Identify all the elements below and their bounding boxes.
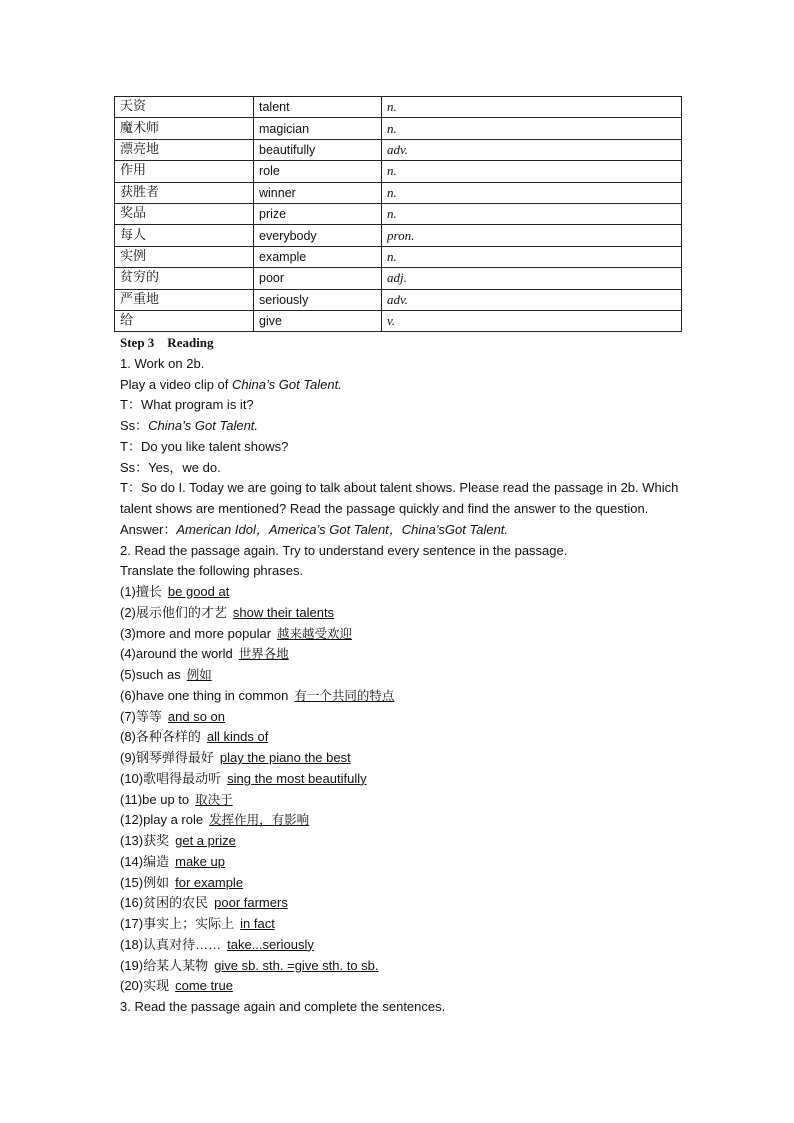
- phrase-question: (8)各种各样的: [120, 729, 201, 745]
- phrase-item: [120, 748, 690, 769]
- vocab-part-of-speech: pron.: [382, 225, 682, 246]
- phrase-answer: in fact: [240, 916, 275, 931]
- vocab-chinese: 给: [115, 310, 254, 331]
- phrase-answer: 有一个共同的特点: [294, 687, 395, 703]
- phrase-item: [120, 893, 690, 914]
- task-2: 2. Read the passage again. Try to understand every sentence in the passage.: [120, 542, 568, 558]
- vocab-chinese: 作用: [115, 161, 254, 182]
- phrase-question: (9)钢琴弹得最好: [120, 750, 214, 765]
- vocab-english: everybody: [254, 225, 382, 246]
- vocab-english: beautifully: [254, 139, 382, 160]
- phrase-question: (20)实现: [120, 978, 170, 994]
- phrase-item: [120, 665, 690, 686]
- dialogue-line: [120, 395, 690, 416]
- phrase-item: [120, 727, 690, 748]
- phrase-answer: take...seriously: [227, 936, 314, 952]
- vocab-chinese: 严重地: [115, 289, 254, 310]
- table-row: [115, 97, 682, 118]
- speaker: Ss：: [120, 418, 149, 433]
- phrase-item: [120, 914, 690, 935]
- phrase-answer: play the piano the best: [219, 750, 351, 765]
- vocab-part-of-speech: n.: [382, 246, 682, 267]
- table-row: [115, 268, 682, 289]
- utterance: Do you like talent shows?: [140, 438, 289, 454]
- phrase-answer: all kinds of: [206, 729, 269, 745]
- phrase-item: [120, 707, 690, 728]
- dialogue-line: [120, 478, 690, 520]
- phrase-question: (13)获奖: [120, 833, 170, 848]
- table-row: [115, 246, 682, 267]
- phrase-item: [120, 935, 690, 956]
- dialogue-line: [120, 416, 690, 437]
- vocab-english: poor: [254, 268, 382, 289]
- phrase-question: (19)给某人某物: [120, 957, 209, 973]
- phrase-answer: 世界各地: [238, 646, 289, 662]
- answer-label: Answer：: [120, 521, 177, 537]
- show-title: China’s Got Talent.: [232, 376, 342, 392]
- phrase-item: [120, 686, 690, 707]
- answer-line: [120, 520, 690, 541]
- utterance: So do I. Today we are going to talk about talent shows. Please read the passage in 2b. Which talent shows are mentioned? Read the passage quickly and find the answer to the question.: [120, 480, 679, 516]
- vocab-part-of-speech: n.: [382, 97, 682, 118]
- vocab-part-of-speech: adj.: [382, 268, 682, 289]
- phrase-question: (17)事实上；实际上: [120, 916, 235, 931]
- phrase-question: (5)such as: [120, 667, 181, 682]
- vocab-chinese: 获胜者: [115, 182, 254, 203]
- vocab-chinese: 每人: [115, 225, 254, 246]
- reading-section: [120, 333, 690, 1018]
- speaker: T：: [120, 438, 141, 454]
- vocab-part-of-speech: adv.: [382, 289, 682, 310]
- speaker: T：: [120, 480, 141, 496]
- phrase-answer: poor farmers: [214, 895, 288, 911]
- phrase-question: (10)歌唱得最动听: [120, 770, 222, 786]
- vocab-english: prize: [254, 203, 382, 224]
- vocab-english: give: [254, 310, 382, 331]
- vocab-chinese: 天资: [115, 97, 254, 118]
- speaker: Ss：: [120, 459, 149, 475]
- dialogue-line: [120, 437, 690, 458]
- phrase-question: (6)have one thing in common: [120, 687, 289, 703]
- vocab-part-of-speech: n.: [382, 161, 682, 182]
- answer-text: American Idol，America’s Got Talent，China’sGot Talent.: [176, 521, 509, 537]
- vocab-english: role: [254, 161, 382, 182]
- phrase-item: [120, 852, 690, 873]
- vocab-part-of-speech: n.: [382, 203, 682, 224]
- task-1: 1. Work on 2b.: [120, 355, 205, 371]
- phrase-item: [120, 624, 690, 645]
- table-row: [115, 203, 682, 224]
- dialogue-line: [120, 458, 690, 479]
- table-row: [115, 118, 682, 139]
- phrase-item: [120, 644, 690, 665]
- utterance: What program is it?: [140, 397, 254, 413]
- vocab-chinese: 贫穷的: [115, 268, 254, 289]
- phrase-answer: and so on: [167, 708, 225, 724]
- phrase-item: [120, 790, 690, 811]
- phrase-item: [120, 769, 690, 790]
- phrase-answer: come true: [175, 978, 233, 994]
- utterance: China’s Got Talent.: [148, 418, 259, 433]
- vocab-part-of-speech: v.: [382, 310, 682, 331]
- phrase-question: (12)play a role: [120, 812, 204, 828]
- phrase-question: (11)be up to: [120, 791, 190, 807]
- table-row: [115, 310, 682, 331]
- phrase-answer: 取决于: [195, 791, 233, 807]
- phrase-answer: show their talents: [232, 604, 335, 620]
- phrase-answer: 发挥作用，有影响: [209, 812, 310, 828]
- vocabulary-table: [114, 96, 682, 332]
- phrase-question: (1)擅长: [120, 584, 162, 599]
- phrase-item: [120, 831, 690, 852]
- phrase-answer: give sb. sth. =give sth. to sb.: [214, 957, 379, 973]
- table-row: [115, 225, 682, 246]
- phrase-question: (14)编造: [120, 853, 170, 869]
- phrase-item: [120, 810, 690, 831]
- vocab-english: winner: [254, 182, 382, 203]
- table-row: [115, 289, 682, 310]
- phrase-item: [120, 976, 690, 997]
- phrase-answer: get a prize: [175, 833, 236, 848]
- phrase-answer: sing the most beautifully: [227, 770, 367, 786]
- table-row: [115, 182, 682, 203]
- vocab-chinese: 奖品: [115, 203, 254, 224]
- vocab-part-of-speech: adv.: [382, 139, 682, 160]
- vocab-english: example: [254, 246, 382, 267]
- vocab-chinese: 漂亮地: [115, 139, 254, 160]
- phrase-question: (15)例如: [120, 874, 170, 890]
- vocab-english: magician: [254, 118, 382, 139]
- phrase-answer: for example: [175, 874, 244, 890]
- step-heading: Step 3 Reading: [120, 335, 214, 350]
- speaker: T：: [120, 397, 141, 413]
- phrase-answer: make up: [175, 853, 225, 869]
- utterance: Yes，we do.: [148, 459, 221, 475]
- translate-instruction: Translate the following phrases.: [120, 563, 304, 579]
- task-3: 3. Read the passage again and complete the sentences.: [120, 999, 446, 1014]
- play-instruction: [120, 375, 690, 396]
- phrase-answer: 例如: [186, 667, 212, 682]
- phrase-question: (4)around the world: [120, 646, 233, 662]
- phrase-item: [120, 582, 690, 603]
- vocab-chinese: 实例: [115, 246, 254, 267]
- phrase-question: (3)more and more popular: [120, 625, 272, 641]
- table-row: [115, 161, 682, 182]
- vocab-part-of-speech: n.: [382, 118, 682, 139]
- phrase-question: (18)认真对待……: [120, 936, 222, 952]
- phrase-question: (16)贫困的农民: [120, 895, 209, 911]
- vocab-part-of-speech: n.: [382, 182, 682, 203]
- phrase-answer: be good at: [167, 584, 230, 599]
- phrase-question: (2)展示他们的才艺: [120, 604, 227, 620]
- vocab-english: seriously: [254, 289, 382, 310]
- phrase-item: [120, 603, 690, 624]
- phrase-answer: 越来越受欢迎: [277, 625, 353, 641]
- phrase-item: [120, 873, 690, 894]
- vocab-chinese: 魔术师: [115, 118, 254, 139]
- vocab-english: talent: [254, 97, 382, 118]
- phrase-question: (7)等等: [120, 708, 162, 724]
- play-prefix: Play a video clip of: [120, 376, 233, 392]
- table-row: [115, 139, 682, 160]
- phrase-item: [120, 956, 690, 977]
